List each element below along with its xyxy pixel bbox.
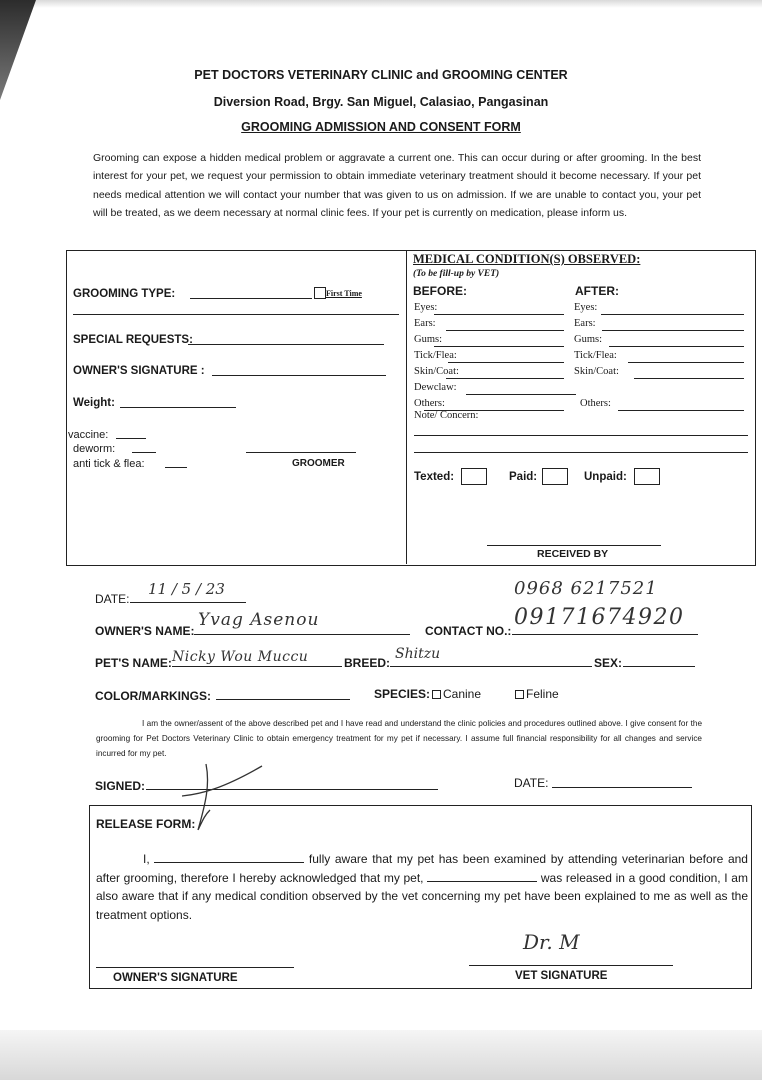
scan-top-edge — [0, 0, 762, 8]
species-label: SPECIES: — [374, 687, 431, 701]
after-item-label: Ears: — [574, 318, 596, 329]
paid-label: Paid: — [509, 471, 538, 483]
form-title: GROOMING ADMISSION AND CONSENT FORM — [241, 120, 521, 134]
color-markings-label: COLOR/MARKINGS: — [95, 689, 211, 703]
owner-signature-field[interactable] — [212, 375, 386, 376]
after-item-label: Eyes: — [574, 302, 598, 313]
special-requests-field[interactable] — [188, 344, 384, 345]
after-item-field[interactable] — [609, 346, 744, 347]
grooming-type-label: GROOMING TYPE: — [73, 288, 176, 300]
before-heading: BEFORE: — [413, 284, 467, 298]
after-item-label: Gums: — [574, 334, 603, 345]
owner-name-field[interactable] — [194, 634, 410, 635]
before-item-field[interactable] — [434, 346, 564, 347]
clinic-name: PET DOCTORS VETERINARY CLINIC and GROOMING CENTER — [194, 68, 568, 82]
contact-handwritten-1: 0968 6217521 — [514, 578, 658, 599]
anti-tick-label: anti tick & flea: — [73, 458, 145, 470]
before-item-field[interactable] — [446, 330, 564, 331]
feline-label: Feline — [526, 687, 559, 701]
after-item-field[interactable] — [628, 362, 744, 363]
vet-initials-handwritten: Dr. M — [523, 930, 580, 954]
note-line-1[interactable] — [414, 435, 748, 436]
first-time-label: First Time — [326, 289, 362, 298]
groomer-label: GROOMER — [292, 458, 345, 469]
date-field[interactable] — [130, 602, 246, 603]
unpaid-label: Unpaid: — [584, 471, 627, 483]
before-item-label: Skin/Coat: — [414, 366, 459, 377]
medical-title: MEDICAL CONDITION(S) OBSERVED: — [413, 252, 641, 266]
before-item-label: Eyes: — [414, 302, 438, 313]
weight-field[interactable] — [120, 407, 236, 408]
intro-paragraph: Grooming can expose a hidden medical problem or aggravate a current one. This can occur during or after grooming. In the best interest for your pet, we request your permission to obtain immediate veterinary treatment should it become necessary. If your pet needs medical attention we will contact your number that was given to us on admission. If we are unable to contact you, your pet will be treated, as we deem necessary at normal clinic fees. If your pet is currently on medication, please inform us. — [93, 152, 701, 219]
release-owner-signature-label: OWNER'S SIGNATURE — [113, 972, 238, 984]
consent-date-label: DATE: — [514, 776, 549, 790]
scan-bottom-edge — [0, 1030, 762, 1080]
vet-signature-label: VET SIGNATURE — [515, 970, 608, 982]
sex-label: SEX: — [594, 656, 623, 670]
before-item-field[interactable] — [434, 314, 564, 315]
after-item-field[interactable] — [634, 378, 744, 379]
grooming-type-line-2[interactable] — [73, 314, 399, 315]
release-text-tail: was released in a good condition, I am also aware that if any medical condition observed by the vet concerning my pet have been explained to me as well as the treatment options. — [96, 870, 748, 922]
unpaid-checkbox[interactable] — [634, 468, 660, 485]
grooming-type-field[interactable] — [190, 298, 312, 299]
release-owner-signature-line[interactable] — [96, 967, 294, 968]
medical-subtitle: (To be fill-up by VET) — [413, 269, 500, 279]
folded-corner-shadow — [0, 0, 36, 100]
pet-name-label: PET'S NAME: — [95, 656, 172, 670]
canine-label: Canine — [443, 687, 482, 701]
release-name-field[interactable] — [154, 852, 304, 863]
before-item-label: Dewclaw: — [414, 382, 457, 393]
groomer-signature-line[interactable] — [246, 452, 356, 453]
release-title: RELEASE FORM: — [96, 817, 196, 831]
after-item-label: Tick/Flea: — [574, 350, 617, 361]
pet-name-handwritten: Nicky Wou Muccu — [172, 649, 309, 665]
before-item-label: Ears: — [414, 318, 436, 329]
texted-checkbox[interactable] — [461, 468, 487, 485]
deworm-label: deworm: — [73, 443, 116, 455]
before-item-label: Tick/Flea: — [414, 350, 457, 361]
clinic-address: Diversion Road, Brgy. San Miguel, Calasiao, Pangasinan — [213, 95, 549, 109]
consent-text: I am the owner/assent of the above described pet and I have read and understand the clinic policies and procedures outlined above. I give consent for the grooming for Pet Doctors Veterinary Clinic to obtain emergency treatment for my pet if necessary. I assume full financial responsibility for all changes and service incurred for my pet. — [96, 719, 702, 758]
received-by-label: RECEIVED BY — [537, 548, 609, 560]
after-item-field[interactable] — [602, 330, 744, 331]
breed-handwritten: Shitzu — [395, 646, 441, 662]
owner-name-label: OWNER'S NAME: — [95, 624, 195, 638]
release-text-body: fully aware that my pet has been examined by attending veterinarian before and after grooming, therefore I hereby acknowledged that my pet, — [96, 852, 748, 885]
deworm-field[interactable] — [132, 452, 156, 453]
consent-date-field[interactable] — [552, 787, 692, 788]
after-heading: AFTER: — [575, 284, 619, 298]
after-item-label: Others: — [580, 398, 611, 409]
release-text-i: I, — [143, 852, 150, 866]
vet-signature-line[interactable] — [469, 965, 673, 966]
paid-checkbox[interactable] — [542, 468, 568, 485]
color-markings-field[interactable] — [216, 699, 350, 700]
release-text — [96, 850, 748, 924]
owner-name-handwritten: Yvag Asenou — [198, 610, 320, 630]
anti-tick-field[interactable] — [165, 467, 187, 468]
vaccine-label: vaccine: — [68, 429, 109, 441]
release-pet-field[interactable] — [427, 871, 537, 882]
breed-label: BREED: — [344, 656, 391, 670]
column-divider — [406, 251, 407, 564]
signed-label: SIGNED: — [95, 779, 146, 793]
after-item-field[interactable] — [601, 314, 744, 315]
after-item-field[interactable] — [618, 410, 744, 411]
date-handwritten: 11 / 5 / 23 — [148, 580, 225, 598]
weight-label: Weight: — [73, 397, 115, 409]
note-concern-label: Note/ Concern: — [414, 410, 479, 421]
texted-label: Texted: — [414, 471, 455, 483]
date-label: DATE: — [95, 592, 130, 606]
contact-label: CONTACT NO.: — [425, 624, 512, 638]
vaccine-field[interactable] — [116, 438, 146, 439]
received-by-line[interactable] — [487, 545, 661, 546]
canine-checkbox[interactable] — [432, 690, 441, 699]
note-line-2[interactable] — [414, 452, 748, 453]
before-item-label: Gums: — [414, 334, 443, 345]
before-item-label: Others: — [414, 398, 445, 409]
owner-signature-label: OWNER'S SIGNATURE : — [73, 365, 205, 377]
special-requests-label: SPECIAL REQUESTS: — [73, 334, 193, 346]
contact-handwritten-2: 09171674920 — [514, 605, 685, 630]
feline-checkbox[interactable] — [515, 690, 524, 699]
first-time-checkbox[interactable] — [314, 287, 326, 299]
sex-field[interactable] — [623, 666, 695, 667]
breed-field[interactable] — [390, 666, 592, 667]
pet-name-field[interactable] — [172, 666, 342, 667]
contact-field[interactable] — [512, 634, 698, 635]
before-item-field[interactable] — [446, 378, 564, 379]
before-item-field[interactable] — [466, 394, 576, 395]
before-item-field[interactable] — [448, 362, 564, 363]
after-item-label: Skin/Coat: — [574, 366, 619, 377]
